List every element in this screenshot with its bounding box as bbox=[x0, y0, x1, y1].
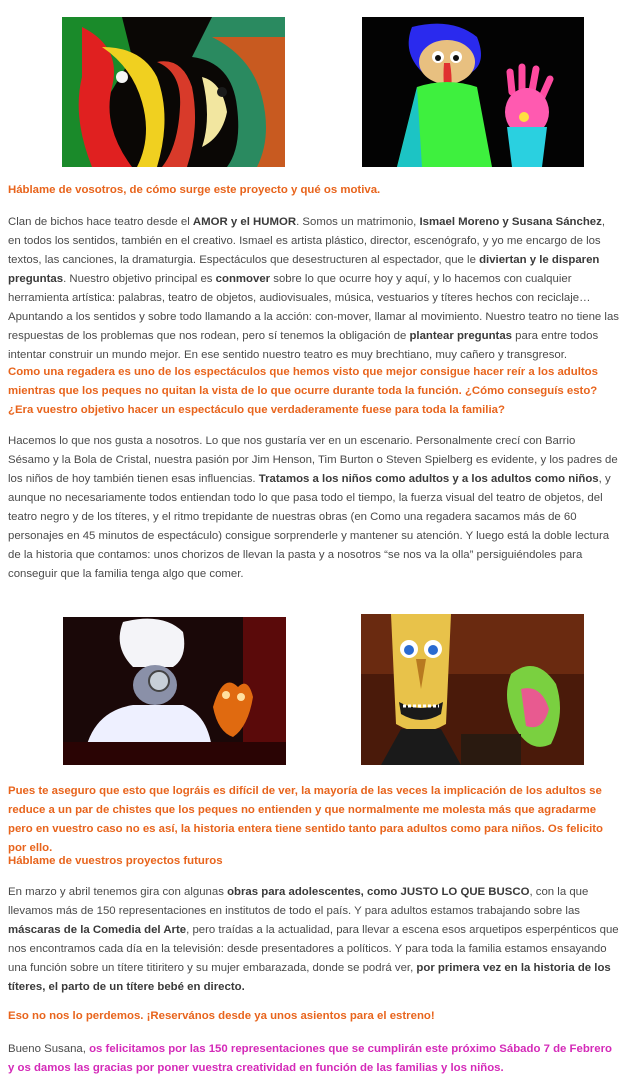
photo-masked-faces bbox=[62, 17, 285, 167]
question-2: Como una regadera es uno de los espectáculos que hemos visto que mejor consigue hacer reír a los adultos mientras que los peques no quitan la vista de lo que ocurre durante toda la función. ¿Cómo conseguís esto? ¿Era vuestro objetivo hacer un espectáculo que verdaderamente fuese para toda la familia? bbox=[8, 366, 598, 416]
neon-puppet-photo-icon bbox=[362, 17, 584, 167]
question-5: Eso no nos lo perdemos. ¡Reservános desde ya unos asientos para el estreno! bbox=[8, 1010, 435, 1022]
masked-faces-photo-icon bbox=[62, 17, 285, 167]
answer-4: En marzo y abril tenemos gira con algunas obras para adolescentes, como JUSTO LO QUE BUSCO, con la que llevamos más de 150 representaciones en institutos de todo el país. Y para adultos estamos trabajando sobre las máscaras de la Comedia del Arte, pero traídas a la actualidad, para llevar a escena esos arquetipos esperpénticos que nos encontramos cada día en la televisión: desde presentadores a políticos. Y para toda la familia estamos ensayando una función sobre un títere titiritero y su mujer embarazada, donde se podrá ver, por primera vez en la historia de los títeres, el parto de un títere bebé en directo. bbox=[8, 886, 619, 993]
chef-puppeteer-photo-icon bbox=[63, 617, 286, 765]
answer-5: Bueno Susana, os felicitamos por las 150 representaciones que se cumplirán este próximo Sábado 7 de Febrero y os damos las gracias por poner vuestra creatividad en función de las familias y los niños. bbox=[8, 1043, 612, 1074]
photo-neon-puppet bbox=[362, 17, 584, 167]
question-3: Pues te aseguro que esto que lográis es difícil de ver, la mayoría de las veces la implicación de los adultos se reduce a un par de chistes que los peques no entienden y que normalmente me molesta más que agradarme pero en vuestro caso no es así, la historia entera tiene sentido tanto para adultos como para niños. Os felicito por ello. bbox=[8, 785, 603, 854]
masked-puppet-photo-icon bbox=[361, 614, 584, 765]
question-4: Háblame de vuestros proyectos futuros bbox=[8, 855, 223, 867]
question-1: Háblame de vosotros, de cómo surge este proyecto y qué os motiva. bbox=[8, 184, 381, 196]
answer-1: Clan de bichos hace teatro desde el AMOR y el HUMOR. Somos un matrimonio, Ismael Moreno y Susana Sánchez, en todos los sentidos, también en el creativo. Ismael es artista plástico, director, escenógrafo, y yo me encargo de los textos, las canciones, la dramaturgia. Espectáculos que desestructuren al espectador, que le diviertan y le disparen preguntas. Nuestro objetivo principal es conmover sobre lo que ocurre hoy y aquí, y lo hacemos con cualquier herramienta artística: palabras, teatro de objetos, audiovisuales, música, vestuarios y títeres hechos con reciclaje… Apuntando a los sentidos y sobre todo llamando a la acción: con-mover, llamar al movimiento. Nuestro teatro no tiene las respuestas de los problemas que nos rodean, pero sí tenemos la obligación de plantear preguntas para entre todos intentar construir un mundo mejor. En ese sentido nuestro teatro es muy brechtiano, muy cañero y transgresor. bbox=[8, 216, 619, 361]
photo-chef-puppeteer bbox=[63, 617, 286, 765]
photo-masked-puppet bbox=[361, 614, 584, 765]
answer-2: Hacemos lo que nos gusta a nosotros. Lo que nos gustaría ver en un escenario. Personalmente crecí con Barrio Sésamo y la Bola de Cristal, nuestra pasión por Jim Henson, Tim Burton o Steven Spielberg es evidente, y los padres de los niños de hoy también tienen esas influencias. Tratamos a los niños como adultos y a los adultos como niños, y aunque no necesariamente todos entiendan todo lo que pasa todo el tiempo, la fuerza visual del teatro de objetos, del teatro negro y de los títeres, y el ritmo trepidante de nuestras obras (en Como una regadera sacamos más de 60 personajes en 45 minutos de espectáculo) consigue sorprenderle y mantener su atención. Y luego está la doble lectura de la historia que contamos: unos chorizos de llevan la pasta y a nosotros “se nos va la olla” persiguiéndoles para conseguir que la familia tenga algo que comer. bbox=[8, 435, 618, 580]
